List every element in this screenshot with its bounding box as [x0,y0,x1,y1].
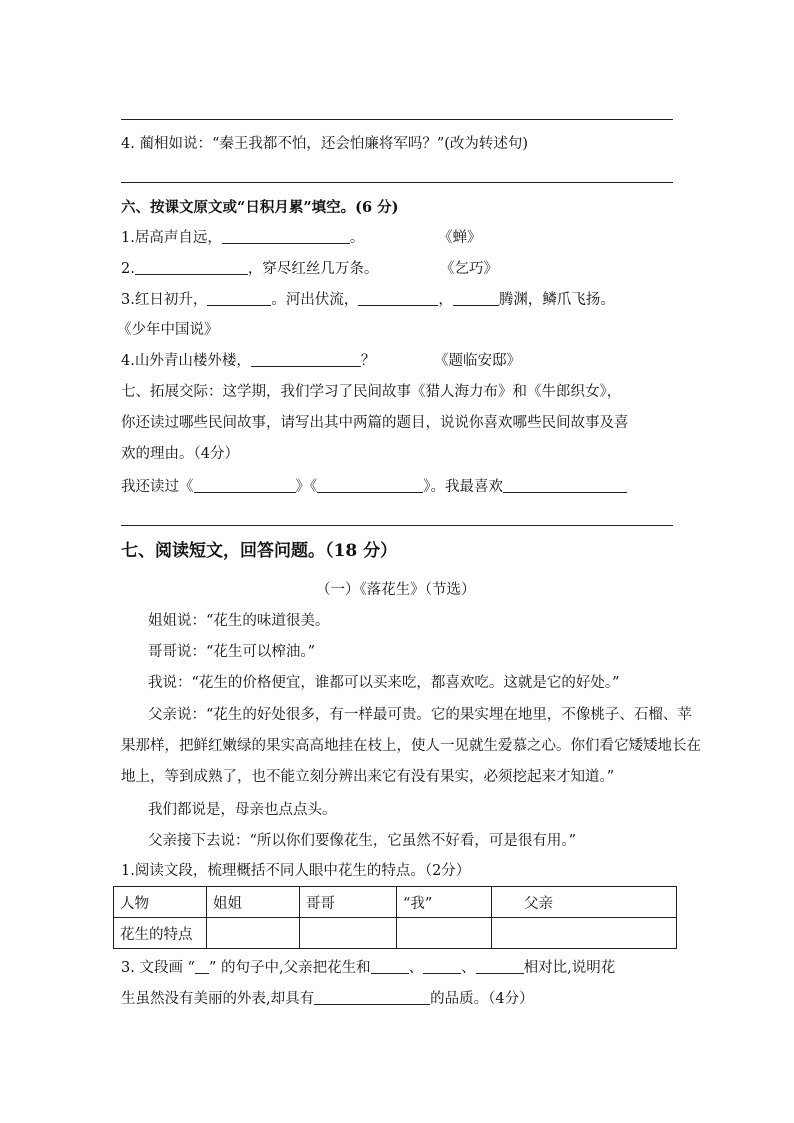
question-1: 1.阅读文段，梳理概括不同人眼中花生的特点。（2分） [121,863,471,879]
item-3-text: ， [438,292,453,308]
item-1-source: 《蝉》 [438,230,482,246]
fill-blank[interactable] [135,260,248,275]
fill-item-1 [121,228,364,248]
question-3 [121,958,615,978]
answer-suffix: 》。我最喜欢 [423,479,503,495]
item-2-source: 《乞巧》 [440,261,498,277]
table-row [114,918,677,949]
question-4-text: 4. 蔺相如说：“秦王我都不怕，还会怕廉将军吗？”(改为转述句) [121,136,529,152]
passage-title: （一）《落花生》（节选） [316,582,476,598]
table-header: 父亲 [492,887,677,918]
question-3-text: 3. 文段画 “ [121,960,195,976]
passage-paragraph: 我说：“花生的价格便宜，谁都可以买来吃，都喜欢吃。这就是它的好处。” [148,675,620,691]
section-7a-line-3: 欢的理由。（4分） [121,446,239,462]
table-cell[interactable] [207,918,300,949]
question-3-text: 、 [408,960,424,976]
answer-line [121,525,673,526]
question-3-text: 的品质。（4分） [430,991,534,1007]
table-cell[interactable] [492,918,677,949]
fill-blank[interactable] [453,291,499,306]
question-3-text: 、 [461,960,476,976]
favourite-blank[interactable] [503,478,627,493]
passage-paragraph: 哥哥说：“花生可以榨油。” [148,644,316,660]
passage-paragraph: 果那样，把鲜红嫩绿的果实高高地挂在枝上，使人一见就生爱慕之心。你们看它矮矮地长在 [121,738,701,754]
table-cell[interactable] [300,918,397,949]
question-3-text: 生虽然没有美丽的外表,却具有 [121,991,315,1007]
fill-blank[interactable] [251,352,361,367]
answer-prefix: 我还读过《 [121,479,194,495]
section-7a-line-1: 七、拓展交际：这学期，我们学习了民间故事《猎人海力布》和《牛郎织女》， [121,384,622,400]
section-6-heading: 六、按课文原文或“日积月累”填空。(6 分) [121,199,399,216]
fill-blank[interactable] [222,229,350,244]
answer-table [113,886,677,949]
item-1-text: 1.居高声自远， [121,230,222,246]
passage-paragraph: 地上，等到成熟了，也不能立刻分辨出来它有没有果实，必须挖起来才知道。” [121,769,615,785]
fill-item-2 [121,259,378,279]
story-title-blank[interactable] [317,478,423,493]
item-4-text: 4.山外青山楼外楼， [121,353,251,369]
item-2-text: 2. [121,261,135,277]
fill-blank[interactable] [476,959,524,974]
item-3-text: 。河出伏流， [271,292,359,308]
question-4 [121,134,528,154]
passage-paragraph: 姐姐说：“花生的味道很美。 [148,613,330,629]
fill-blank[interactable] [423,959,461,974]
item-3-source: 《少年中国说》 [117,322,219,338]
fill-blank[interactable] [207,291,271,306]
passage-paragraph: 父亲接下去说：“所以你们要像花生，它虽然不好看，可是很有用。” [148,833,577,849]
answer-line [121,182,673,183]
passage-paragraph: 我们都说是，母亲也点点头。 [148,802,337,818]
question-3-text: ” 的句子中,父亲把花生和 [208,960,371,976]
fill-item-3 [121,290,615,310]
passage-paragraph: 父亲说：“花生的好处很多，有一样最可贵。它的果实埋在地里，不像桃子、石榴、苹 [148,707,692,723]
fill-blank[interactable] [371,959,409,974]
item-4-source: 《题临安邸》 [434,353,521,369]
answer-line [121,119,673,120]
table-header: 姐姐 [207,887,300,918]
answer-row [121,477,627,497]
item-2-end: ，穿尽红丝几万条。 [247,261,379,277]
table-row [114,887,677,918]
item-3-text: 腾渊，鳞爪飞扬。 [498,292,615,308]
section-7b-heading: 七、阅读短文，回答问题。（18 分） [121,541,398,561]
question-3-text: 相对比,说明花 [523,960,616,976]
table-header: 哥哥 [300,887,397,918]
fill-item-4 [121,351,375,371]
table-row-label: 花生的特点 [114,918,207,949]
story-title-blank[interactable] [194,478,296,493]
underline-mark [195,959,209,974]
fill-blank[interactable] [358,291,438,306]
item-1-end: 。 [349,230,365,246]
answer-mid: 》《 [295,479,318,495]
table-header: 人物 [114,887,207,918]
table-header: “我” [397,887,492,918]
item-3-text: 3.红日初升， [121,292,208,308]
question-3-line-2 [121,989,534,1009]
item-4-end: ？ [360,353,376,369]
fill-blank[interactable] [314,990,430,1005]
table-cell[interactable] [397,918,492,949]
section-7a-line-2: 你还读过哪些民间故事，请写出其中两篇的题目，说说你喜欢哪些民间故事及喜 [121,415,629,431]
